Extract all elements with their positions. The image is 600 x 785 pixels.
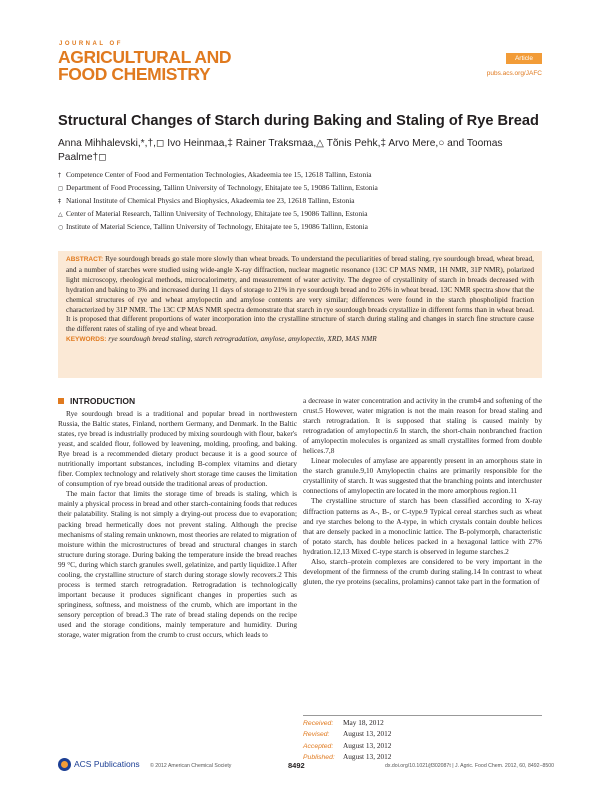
journal-name-line1: AGRICULTURAL AND	[58, 47, 232, 67]
publication-dates	[303, 715, 542, 764]
right-column	[303, 396, 542, 587]
acs-publications-logo: ACS Publications	[58, 758, 140, 771]
acs-logo-icon	[58, 758, 71, 771]
left-column	[58, 409, 297, 640]
affiliation-4: △ Center of Material Research, Tallinn University of Technology, Ehitajate tee 5, 19086 Tallinn, Estonia	[58, 209, 368, 218]
paragraph: a decrease in water concentration and activity in the crumb4 and softening of the crust.5 However, water migration is not the main reason for bread staling and starch retrogradation. It is supposed that staling is caused mainly by retrogradation of amylopectin.6 In starch, the short-chain nonbranched fraction of amylopectin molecules is organized as small crystallites formed from double helices.7,8	[303, 396, 542, 456]
paragraph: Linear molecules of amylase are apparently present in an amorphous state in the starch granule.9,10 Amylopectin chains are primarily responsible for the crystallinity of starch. It was suggested that the branching points and interchuster connections of amylopectin are located in the more amorphous region.11	[303, 456, 542, 496]
affiliation-5: ○ Institute of Material Science, Tallinn University of Technology, Ehitajate tee 5, 19086 Tallinn, Estonia	[58, 222, 368, 231]
abstract-box	[58, 251, 542, 378]
journal-name-small: JOURNAL OF	[59, 41, 123, 47]
article-type-badge: Article	[506, 53, 542, 64]
author-list: Anna Mihhalevski,*,†,◻ Ivo Heinmaa,‡ Rainer Traksmaa,△ Tõnis Pehk,‡ Arvo Mere,○ and Toomas Paalme†◻	[58, 138, 503, 163]
paragraph: The crystalline structure of starch has been classified according to X-ray diffraction patterns as A-, B-, or C-type.9 Typical cereal starches such as wheat and rye starches belong to the A-type, in which crystals contain double helices that are densely packed in a monoclinic lattice. The B-polymorph, characteristic of potato starch, has double helices packed in a hexagonal lattice with 27% hydration.12,13 Mixed C-type starch is observed in legume starches.2	[303, 496, 542, 556]
page-number: 8492	[288, 761, 305, 770]
date-published: Published: August 13, 2012	[303, 752, 392, 762]
copyright: © 2012 American Chemical Society	[150, 763, 232, 769]
journal-name-line2: FOOD CHEMISTRY	[58, 64, 211, 84]
abstract-label: ABSTRACT:	[66, 256, 104, 263]
date-received: Received: May 18, 2012	[303, 718, 384, 727]
keywords-text: rye sourdough bread staling, starch retrogradation, amylose, amylopectin, XRD, MAS NMR	[108, 334, 377, 344]
journal-url[interactable]: pubs.acs.org/JAFC	[486, 70, 542, 77]
affiliation-2: ◻ Department of Food Processing, Tallinn University of Technology, Ehitajate tee 5, 19086 Tallinn, Estonia	[58, 183, 378, 192]
section-square-icon	[58, 398, 64, 404]
section-heading-introduction: INTRODUCTION	[58, 396, 135, 406]
affiliation-1: † Competence Center of Food and Fermentation Technologies, Akadeemia tee 15, 12618 Tallinn, Estonia	[58, 170, 372, 179]
affiliation-3: ‡ National Institute of Chemical Physics and Biophysics, Akadeemia tee 23, 12618 Tallinn, Estonia	[58, 196, 355, 205]
date-accepted: Accepted: August 13, 2012	[303, 740, 392, 750]
paragraph: Rye sourdough bread is a traditional and popular bread in northwestern Russia, the Baltic states, Finland, northern Germany, and Denmark. In the Baltic states, rye bread is industrially produced by mixing sourdough with flour, baker's yeast, and scalded flour, followed by leavening, molding, proofing, and baking. Rye bread is a recommended dietary product because it is a good source of nutritionally important substances, including B-complex vitamins and dietary fiber. Complex technology and relatively short storage time causes the limitation of consumption of rye bread outside the traditional areas of production.	[58, 409, 297, 489]
paper-title: Structural Changes of Starch during Baking and Staling of Rye Bread	[58, 113, 539, 129]
doi-citation[interactable]: dx.doi.org/10.1021/jf302087t | J. Agric. Food Chem. 2012, 60, 8492−8500	[385, 763, 555, 769]
paragraph: Also, starch–protein complexes are considered to be very important in the development of the firmness of the crumb during staling.14 In contrast to wheat gluten, the rye proteins (secalins, prolamins) cannot take part in the formation of	[303, 556, 542, 586]
paragraph: The main factor that limits the storage time of breads is staling, which is mainly a physical process in bread and other starch-containing foods that reduces their palatability. Staling is not simply a drying-out process due to evaporation; packing bread hermetically does not prevent staling. Although the precise mechanisms of staling remain unknown, most theories are related to migration of moisture within the microstructures of bread and structural changes in starch structure during storage. During baking the temperature inside the bread reaches 99 °C, during which starch granules swell, gelatinize, and partly liquidize.1 After cooling, the crystalline structure of starch during storage slowly recovers.2 This process is termed starch retrogradation. Retrogradation is technologically important because it produces significant changes in properties such as springiness, softness, and moistness of the crumb, which are important in the sensory perception of bread.3 The rate of bread staling depends on the recipe used and the storage conditions, mainly temperature and humidity. During storage, water migration from the crumb to crust occurs, which leads to	[58, 489, 297, 640]
abstract-text: Rye sourdough breads go stale more slowly than wheat breads. To understand the peculiarities of bread staling, rye sourdough bread, wheat bread, and a number of starches were studied using wide-angle X-ray diffraction, nuclear magnetic resonance (13C CP MAS NMR, 1H NMR, 31P NMR), polarized light microscopy, rheological methods, microcalorimetry, and measurement of water activity. The degree of crystallinity of starch in breads decreased with hydration and baking to 3% and increased during 11 days of storage to 21% in rye sourdough bread and to 26% in wheat bread. 13C NMR spectra show that the chemical structures of rye and wheat amylopectin and amylose contents are very similar; differences were found in the starch phospholipid fraction characterized by 31P NMR. The 13C CP MAS NMR spectra demonstrate that starch in rye sourdough breads crystallize in different forms than in wheat bread. It is proposed that different proportions of water incorporation into the crystalline structure of starch during staling and changes in starch fine structure cause the different rates of staling of rye and wheat bread.	[66, 254, 534, 334]
keywords-label: KEYWORDS:	[66, 336, 107, 344]
date-revised: Revised: August 13, 2012	[303, 729, 392, 739]
